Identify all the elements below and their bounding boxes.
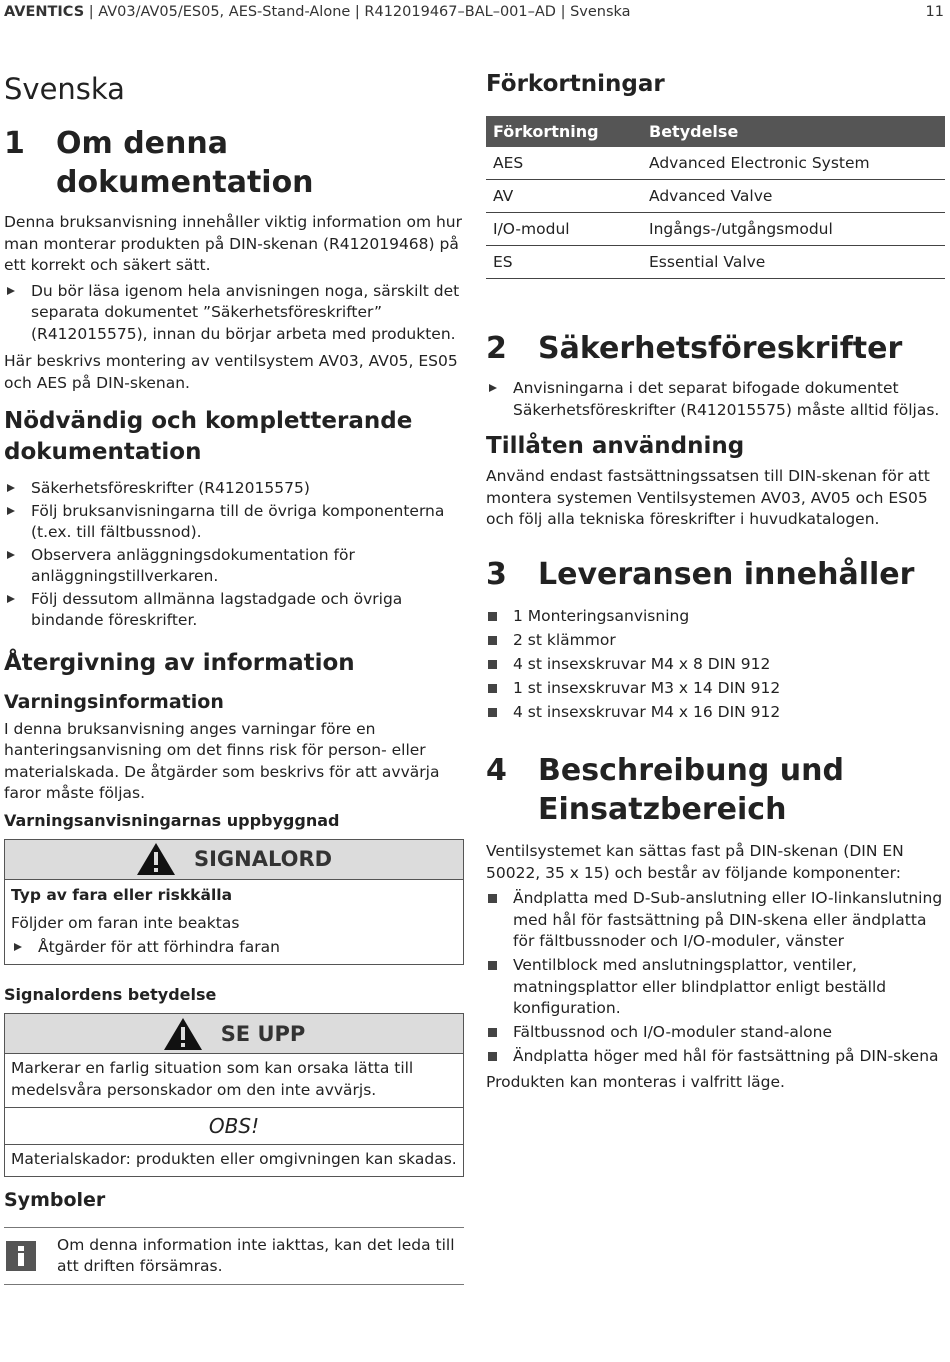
list-item: Följ dessutom allmänna lagstadgade och övriga bindande föreskrifter.: [4, 589, 464, 632]
right-column: [486, 66, 945, 1097]
chapter-title: Om denna dokumentation: [56, 126, 314, 200]
table-header-row: [486, 116, 945, 147]
components-list: [486, 888, 945, 1068]
list-item: 1 Monteringsanvisning: [486, 606, 945, 628]
warning-triangle-icon: [163, 1017, 203, 1051]
signal-meaning-text: Markerar en farlig situation som kan orsaka lätta till medelsvåra personskador om den inte avvärjs.: [11, 1059, 414, 1099]
list-item: Ventilblock med anslutningsplattor, ventiler, matningsplattor eller blindplattor enligt beställd konfiguration.: [486, 955, 945, 1020]
structure-heading: Varningsanvisningarnas uppbyggnad: [4, 810, 340, 830]
warn-info-heading: Varningsinformation: [4, 690, 224, 713]
page-header: [4, 4, 944, 24]
column-header: Betydelse: [642, 116, 945, 147]
list-item: Fältbussnod och I/O-moduler stand-alone: [486, 1022, 945, 1044]
column-header: Förkortning: [486, 116, 642, 147]
list-item: Observera anläggningsdokumentation för anläggningstillverkaren.: [4, 545, 464, 588]
obs-text: Materialskador: produkten eller omgivningen kan skadas.: [5, 1144, 463, 1176]
use-heading: Tillåten användning: [486, 433, 745, 459]
ch4-intro: Ventilsystemet kan sättas fast på DIN-skenan (DIN EN 50022, 35 x 15) och består av följande komponenter:: [486, 842, 904, 882]
chapter-number: 4: [486, 753, 507, 788]
chapter-number: 2: [486, 331, 507, 366]
list-item: Anvisningarna i det separat bifogade dokumentet Säkerhetsföreskrifter (R412015575) måste alltid följas.: [486, 378, 945, 421]
table-cell: Ingångs-/utgångsmodul: [642, 213, 945, 246]
header-brand: AVENTICS: [4, 4, 85, 20]
signal-word: SIGNALORD: [193, 847, 333, 871]
meaning-heading: Signalordens betydelse: [4, 985, 217, 1004]
list-item: Du bör läsa igenom hela anvisningen noga, särskilt det separata dokumentet ”Säkerhetsföreskrifter” (R412015575), innan du börjar arbeta med produkten.: [4, 281, 464, 346]
chapter-title: Beschreibung und Einsatzbereich: [538, 753, 844, 827]
list-item: Ändplatta med D-Sub-anslutning eller IO-linkanslutning med hål för fastsättning på DIN-skena eller ändplatta för fältbussnoder och I/O-moduler, vänster: [486, 888, 945, 953]
left-column: [4, 66, 464, 1285]
table-cell: I/O-modul: [486, 213, 642, 246]
table-cell: AV: [486, 180, 642, 213]
chapter-3-heading: [486, 555, 945, 594]
docs-list: [4, 478, 464, 632]
signal-bar: [5, 1014, 463, 1054]
warning-triangle-icon: [136, 842, 176, 876]
table-row: [486, 147, 945, 180]
signal-bar: [5, 840, 463, 880]
symbols-heading: Symboler: [4, 1189, 106, 1211]
delivery-list: [486, 606, 945, 724]
info-icon: [6, 1241, 36, 1271]
info-symbol-row: [4, 1227, 464, 1285]
chapter-title: Leveransen innehåller: [538, 556, 915, 592]
language-title: Svenska: [4, 72, 125, 106]
table-cell: ES: [486, 246, 642, 279]
docs-heading: Nödvändig och kompletterande dokumentation: [4, 408, 413, 465]
chapter-4-heading: [486, 751, 945, 829]
chapter-number: 1: [4, 126, 25, 161]
list-item: 2 st klämmor: [486, 630, 945, 652]
header-text: [4, 4, 631, 20]
list-item: 1 st insexskruvar M3 x 14 DIN 912: [486, 678, 945, 700]
list-item: 4 st insexskruvar M4 x 8 DIN 912: [486, 654, 945, 676]
hazard-measures: [11, 937, 463, 959]
ch4-outro: Produkten kan monteras i valfritt läge.: [486, 1072, 785, 1091]
table-row: [486, 180, 945, 213]
ch1-bullets: [4, 281, 464, 346]
list-item: Ändplatta höger med hål för fastsättning på DIN-skena: [486, 1046, 945, 1068]
hazard-type: Typ av fara eller riskkälla: [11, 885, 233, 904]
info-symbol-text: Om denna information inte iakttas, kan det leda till att driften försämras.: [57, 1236, 455, 1275]
signal-word: SE UPP: [220, 1021, 306, 1046]
chapter-1-heading: [4, 124, 464, 202]
list-item: Säkerhetsföreskrifter (R412015575): [4, 478, 464, 500]
table-row: [486, 246, 945, 279]
ch1-after: Här beskrivs montering av ventilsystem AV03, AV05, ES05 och AES på DIN-skenan.: [4, 352, 458, 392]
list-item: 4 st insexskruvar M4 x 16 DIN 912: [486, 702, 945, 724]
table-cell: Advanced Electronic System: [642, 147, 945, 180]
chapter-number: 3: [486, 556, 507, 592]
list-item: Åtgärder för att förhindra faran: [11, 937, 463, 959]
table-row: [486, 213, 945, 246]
abbr-heading: Förkortningar: [486, 71, 665, 97]
abbr-table: [486, 116, 945, 279]
obs-label: OBS!: [5, 1107, 463, 1144]
hazard-consequence: Följder om faran inte beaktas: [11, 913, 240, 932]
table-cell: Essential Valve: [642, 246, 945, 279]
table-cell: Advanced Valve: [642, 180, 945, 213]
ch2-bullets: [486, 378, 945, 421]
use-text: Använd endast fastsättningssatsen till DIN-skenan för att montera systemen Ventilsystemen AV03, AV05 och ES05 och följ alla tekniska föreskrifter i huvudkatalogen.: [486, 467, 930, 528]
repro-heading: Återgivning av information: [4, 649, 355, 676]
ch1-intro: Denna bruksanvisning innehåller viktig information om hur man monterar produkten på DIN-skenan (R412019468) på ett korrekt och säkert sätt.: [4, 213, 463, 274]
warn-info-text: I denna bruksanvisning anges varningar före en hanteringsanvisning om det finns risk för person- eller materialskada. De åtgärder som beskrivs för att avvärja faror måste följas.: [4, 719, 440, 802]
header-info: | AV03/AV05/ES05, AES-Stand-Alone | R412019467–BAL–001–AD | Svenska: [84, 4, 631, 20]
signal-meaning-box: [4, 1013, 464, 1177]
page-number: 11: [925, 4, 944, 20]
chapter-2-heading: [486, 329, 945, 368]
warning-structure-box: [4, 839, 464, 966]
table-cell: AES: [486, 147, 642, 180]
chapter-title: Säkerhetsföreskrifter: [538, 331, 903, 366]
list-item: Följ bruksanvisningarna till de övriga komponenterna (t.ex. till fältbussnod).: [4, 501, 464, 544]
